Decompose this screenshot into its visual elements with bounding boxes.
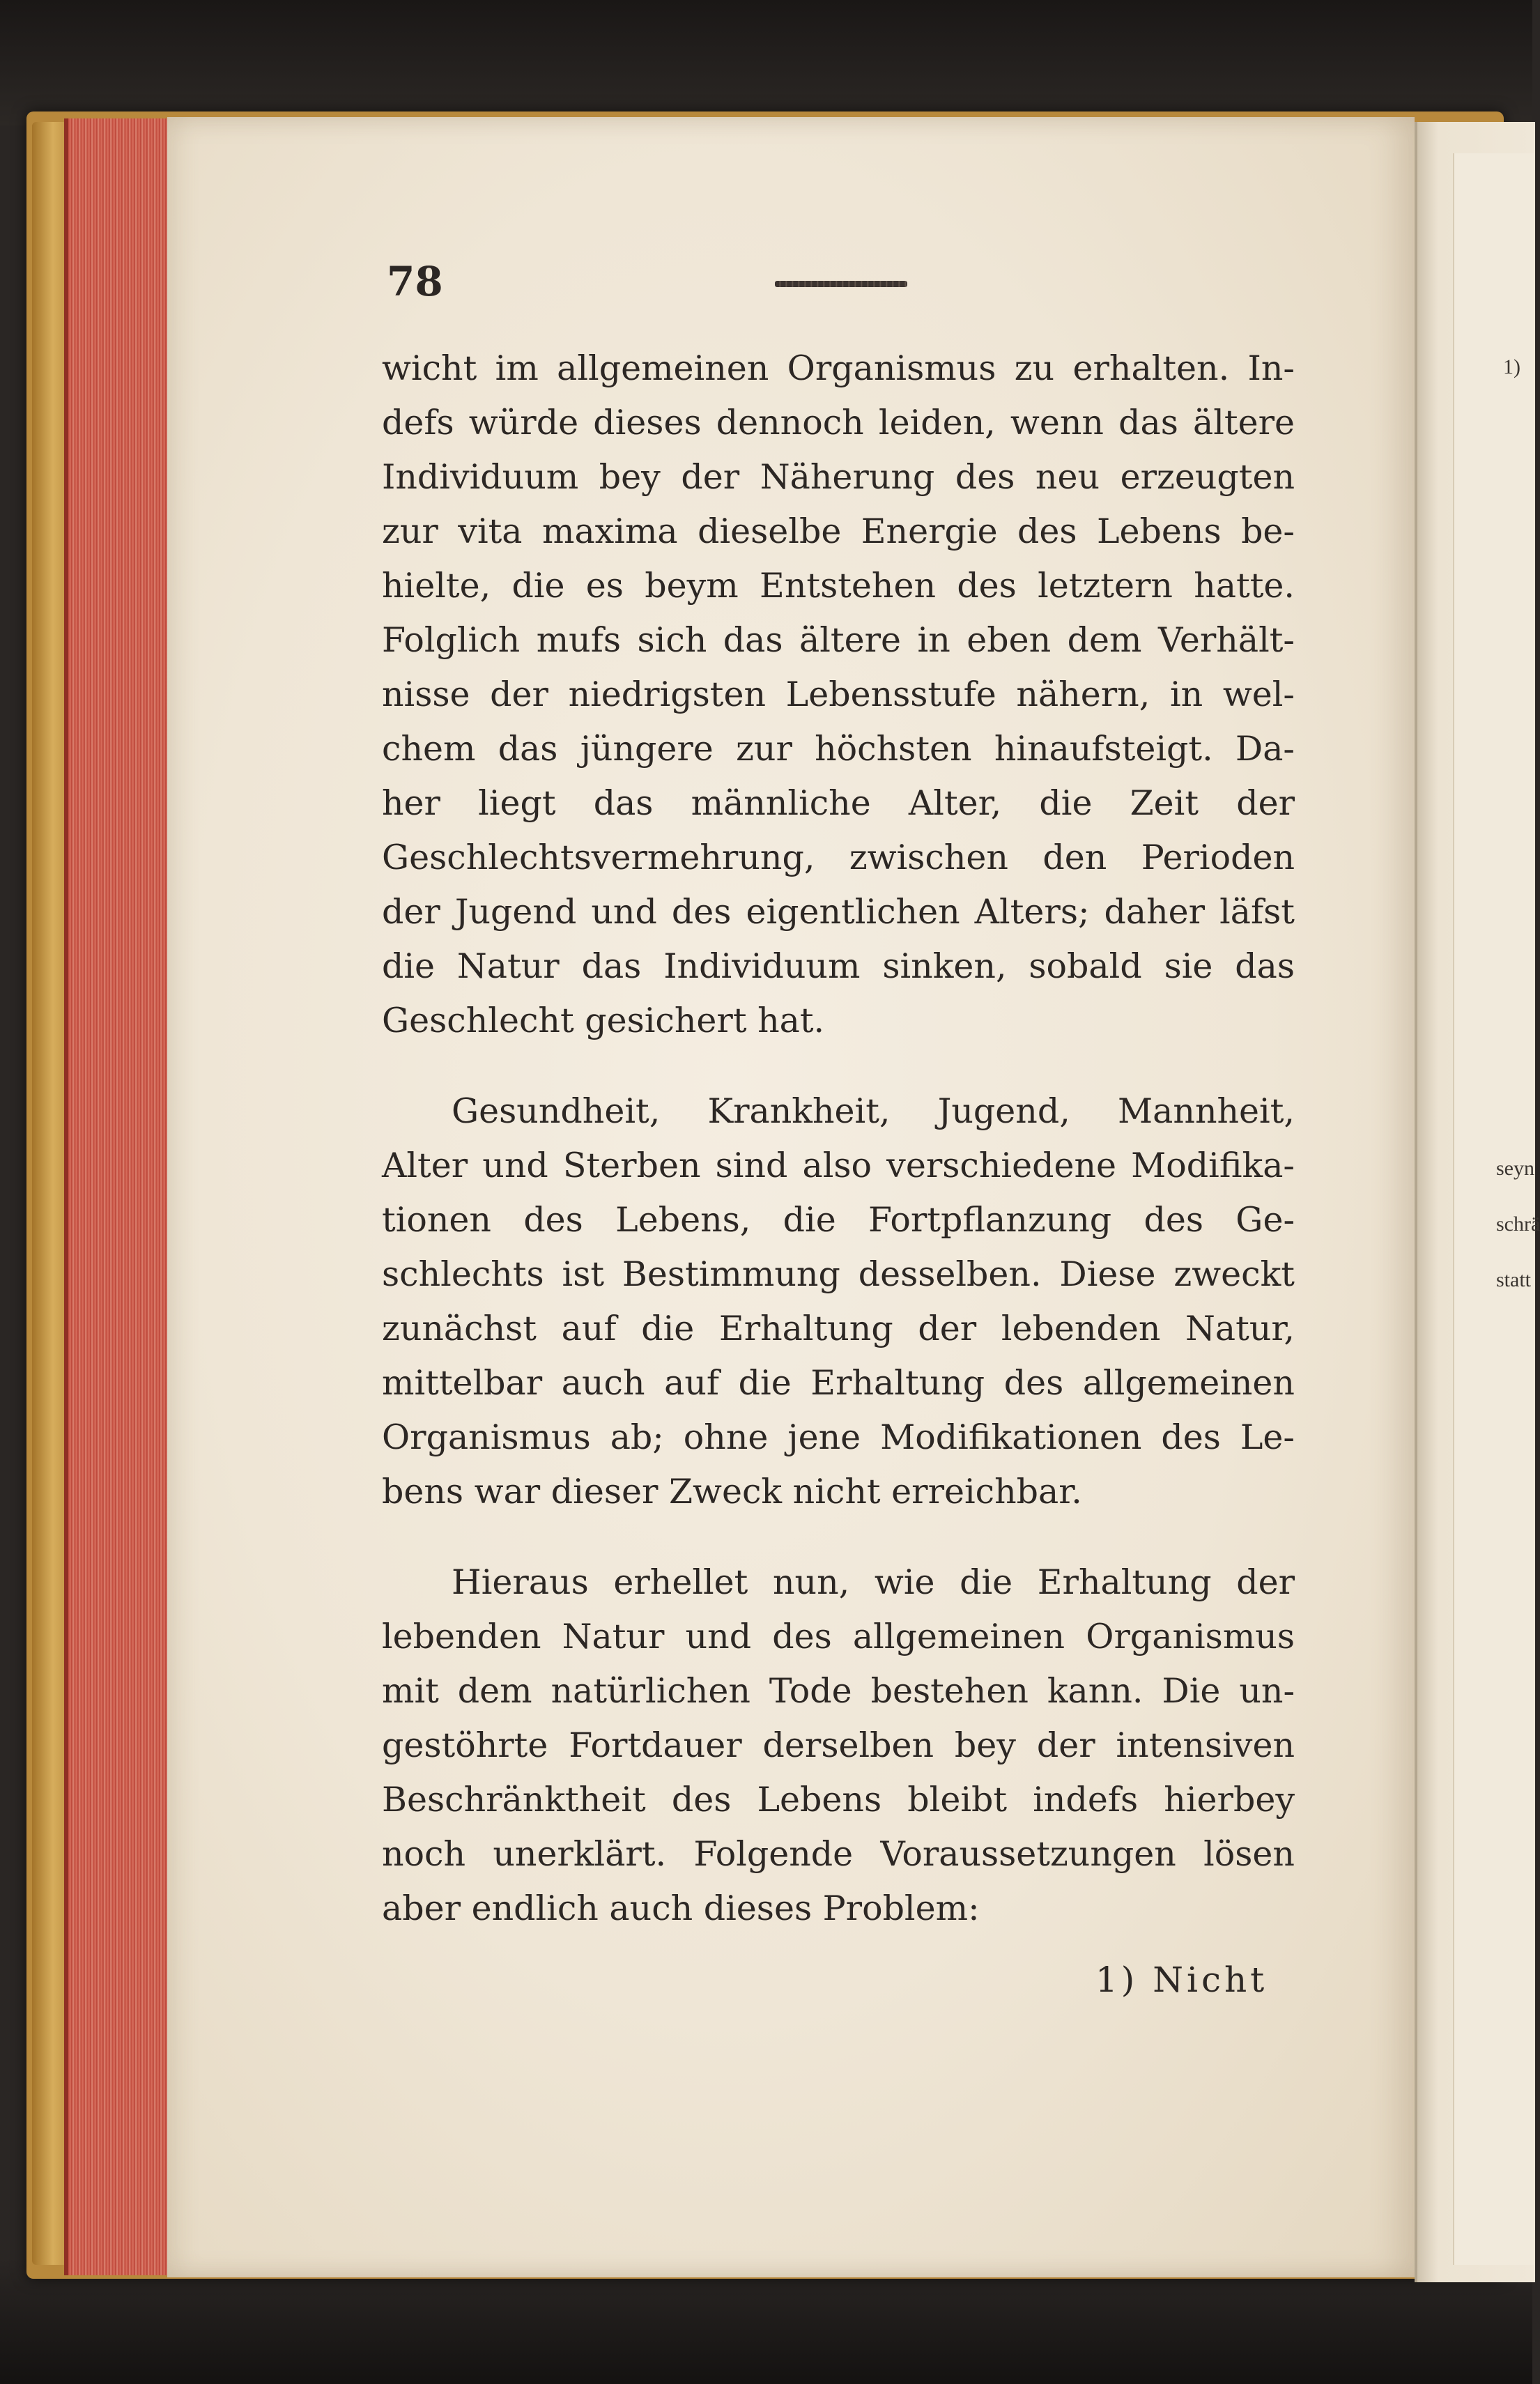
- text-line: Beschränktheit des Lebens bleibt indefs hierbey: [382, 1780, 1295, 1820]
- text-line: schlechts ist Bestimmung desselben. Diese zweckt: [382, 1254, 1295, 1294]
- text-line: Folglich mufs sich das ältere in eben dem Verhält-: [382, 620, 1295, 660]
- text-line: chem das jüngere zur höchsten hinaufsteigt. Da-: [382, 729, 1295, 769]
- text-line: aber endlich auch dieses Problem:: [382, 1889, 980, 1928]
- paragraph-spacer: [382, 1048, 1295, 1084]
- next-page-fragment: statt: [1496, 1268, 1531, 1291]
- header-ornament-rule: [775, 281, 907, 287]
- text-line: Organismus ab; ohne jene Modifikationen des Le-: [382, 1417, 1295, 1457]
- paragraph: [382, 341, 1295, 1048]
- text-line: bens war dieser Zweck nicht erreichbar.: [382, 1472, 1082, 1512]
- text-line: zur vita maxima dieselbe Energie des Lebens be-: [382, 512, 1295, 551]
- next-page-fragment: seyn: [1496, 1157, 1534, 1180]
- paragraph-spacer: [382, 1519, 1295, 1555]
- text-line: Hieraus erhellet nun, wie die Erhaltung der: [452, 1562, 1295, 1602]
- text-line: mit dem natürlichen Tode bestehen kann. Die un-: [382, 1671, 1295, 1711]
- page-number: 78: [387, 258, 443, 305]
- text-line: Individuum bey der Näherung des neu erzeugten: [382, 457, 1295, 497]
- text-line: tionen des Lebens, die Fortpflanzung des Ge-: [382, 1200, 1295, 1240]
- text-line: die Natur das Individuum sinken, sobald sie das: [382, 946, 1295, 986]
- page-block-edges: [64, 118, 173, 2275]
- next-page-surface: [1453, 153, 1540, 2265]
- text-line: defs würde dieses dennoch leiden, wenn das ältere: [382, 403, 1295, 443]
- catchword: 1) Nicht: [1095, 1960, 1268, 2000]
- background-top: [0, 0, 1532, 125]
- text-line: her liegt das männliche Alter, die Zeit der: [382, 783, 1295, 823]
- text-line: wicht im allgemeinen Organismus zu erhalten. In-: [382, 348, 1295, 388]
- text-line: Geschlecht gesichert hat.: [382, 1001, 825, 1040]
- page-body-text: [382, 341, 1295, 1936]
- text-line: gestöhrte Fortdauer derselben bey der intensiven: [382, 1725, 1295, 1765]
- paragraph: [382, 1084, 1295, 1519]
- text-line: noch unerklärt. Folgende Voraussetzungen lösen: [382, 1834, 1295, 1874]
- text-line: nisse der niedrigsten Lebensstufe nähern, in wel-: [382, 675, 1295, 714]
- text-line: der Jugend und des eigentlichen Alters; daher läfst: [382, 892, 1295, 932]
- next-page-fragment: 1): [1503, 355, 1520, 378]
- text-line: mittelbar auch auf die Erhaltung des allgemeinen: [382, 1363, 1295, 1403]
- paragraph: [382, 1555, 1295, 1936]
- text-line: hielte, die es beym Entstehen des letztern hatte.: [382, 566, 1295, 606]
- text-line: lebenden Natur und des allgemeinen Organismus: [382, 1617, 1295, 1656]
- text-line: Alter und Sterben sind also verschiedene Modifika-: [382, 1146, 1295, 1185]
- text-line: Gesundheit, Krankheit, Jugend, Mannheit,: [452, 1091, 1295, 1131]
- text-line: Geschlechtsvermehrung, zwischen den Perioden: [382, 838, 1295, 877]
- text-line: zunächst auf die Erhaltung der lebenden Natur,: [382, 1309, 1295, 1348]
- next-page-fragment: schrä: [1496, 1213, 1540, 1236]
